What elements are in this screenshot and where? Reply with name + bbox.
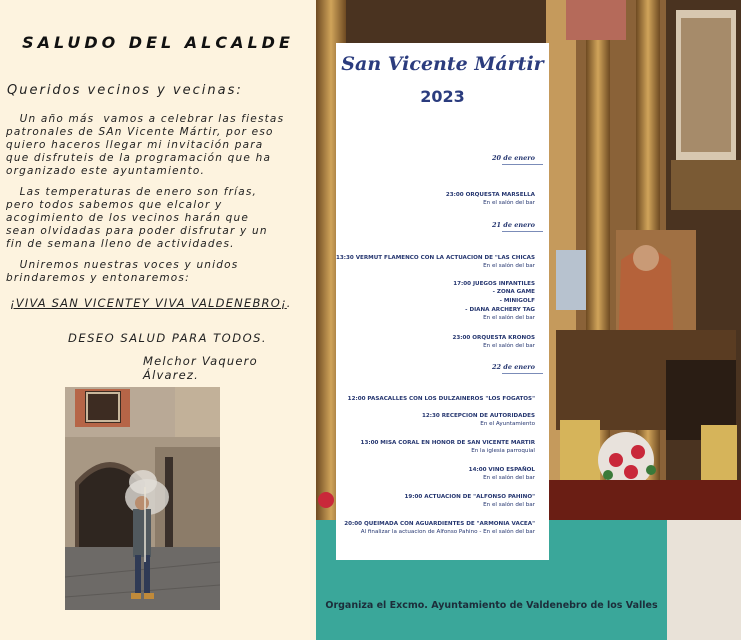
- day-rule: [502, 373, 543, 374]
- letter-paragraph-1: Un año más vamos a celebrar las fiestas patronales de SAn Vicente Mártir, por eso quiero haceros llegar mi invitación para que disfruteis de la programación que ha organizado este ayuntamiento.: [6, 113, 285, 177]
- day-rule: [502, 231, 543, 232]
- deseo-line: DESEO SALUD PARA TODOS.: [68, 331, 268, 345]
- viva-line: ¡VIVA SAN VICENTEY VIVA VALDENEBRO¡.: [10, 296, 292, 310]
- day-heading: 20 de enero: [491, 154, 535, 162]
- event-item: 17:00 JUEGOS INFANTILES: [453, 281, 535, 287]
- letter-greeting: Queridos vecinos y vecinas:: [7, 83, 243, 98]
- organizer-note: Organiza el Excmo. Ayuntamiento de Valdenebro de los Valles: [325, 600, 658, 611]
- event-item: - MINIGOLF: [499, 298, 535, 304]
- program-year: 2023: [420, 87, 465, 106]
- day-heading: 22 de enero: [491, 363, 535, 371]
- day-heading: 21 de enero: [491, 221, 535, 229]
- letter-title: SALUDO DEL ALCALDE: [22, 33, 294, 52]
- day-rule: [502, 164, 543, 165]
- mayor-signature: Melchor Vaquero Álvarez.: [143, 354, 258, 382]
- event-item: 23:00 ORQUESTA KRONOS En el salón del bar: [452, 335, 535, 349]
- program-title: San Vicente Mártir: [341, 53, 544, 75]
- street-photo: [65, 387, 220, 610]
- event-item: 12:30 RECEPCION DE AUTORIDADES En el Ayuntamiento: [421, 413, 535, 427]
- event-item: - DIANA ARCHERY TAG En el salón del bar: [465, 307, 535, 321]
- event-item: 19:00 ACTUACION DE "ALFONSO PAHINO" En el salón del bar: [404, 494, 535, 508]
- letter-panel: [0, 0, 316, 640]
- event-item: 13:30 VERMUT FLAMENCO CON LA ACTUACION DE "LAS CHICAS En el salón del bar: [335, 255, 535, 269]
- letter-paragraph-3: Uniremos nuestras voces y unidos brindaremos y entonaremos:: [6, 259, 239, 284]
- event-item: 23:00 ORQUESTA MARSELLA En el salón del bar: [445, 192, 535, 206]
- event-item: 20:00 QUEIMADA CON AGUARDIENTES DE "ARMONIA VACEA" Al finalizar la actuacion de Alfonso Pahino - En el salón del bar: [344, 521, 535, 535]
- event-item: - ZONA GAME: [492, 289, 535, 295]
- letter-paragraph-2: Las temperaturas de enero son frías, pero todos sabemos que elcalor y acogimiento de los vecinos harán que sean olvidadas para poder disfrutar y un fin de semana lleno de actividades.: [6, 186, 268, 250]
- event-item: 14:00 VINO ESPAÑOL En el salón del bar: [468, 467, 535, 481]
- event-item: 13:00 MISA CORAL EN HONOR DE SAN VICENTE MARTIR En la iglesia parroquial: [360, 440, 535, 454]
- program-card: [336, 43, 549, 560]
- event-item: 12:00 PASACALLES CON LOS DULZAINEROS "LOS FOGATOS": [347, 396, 535, 402]
